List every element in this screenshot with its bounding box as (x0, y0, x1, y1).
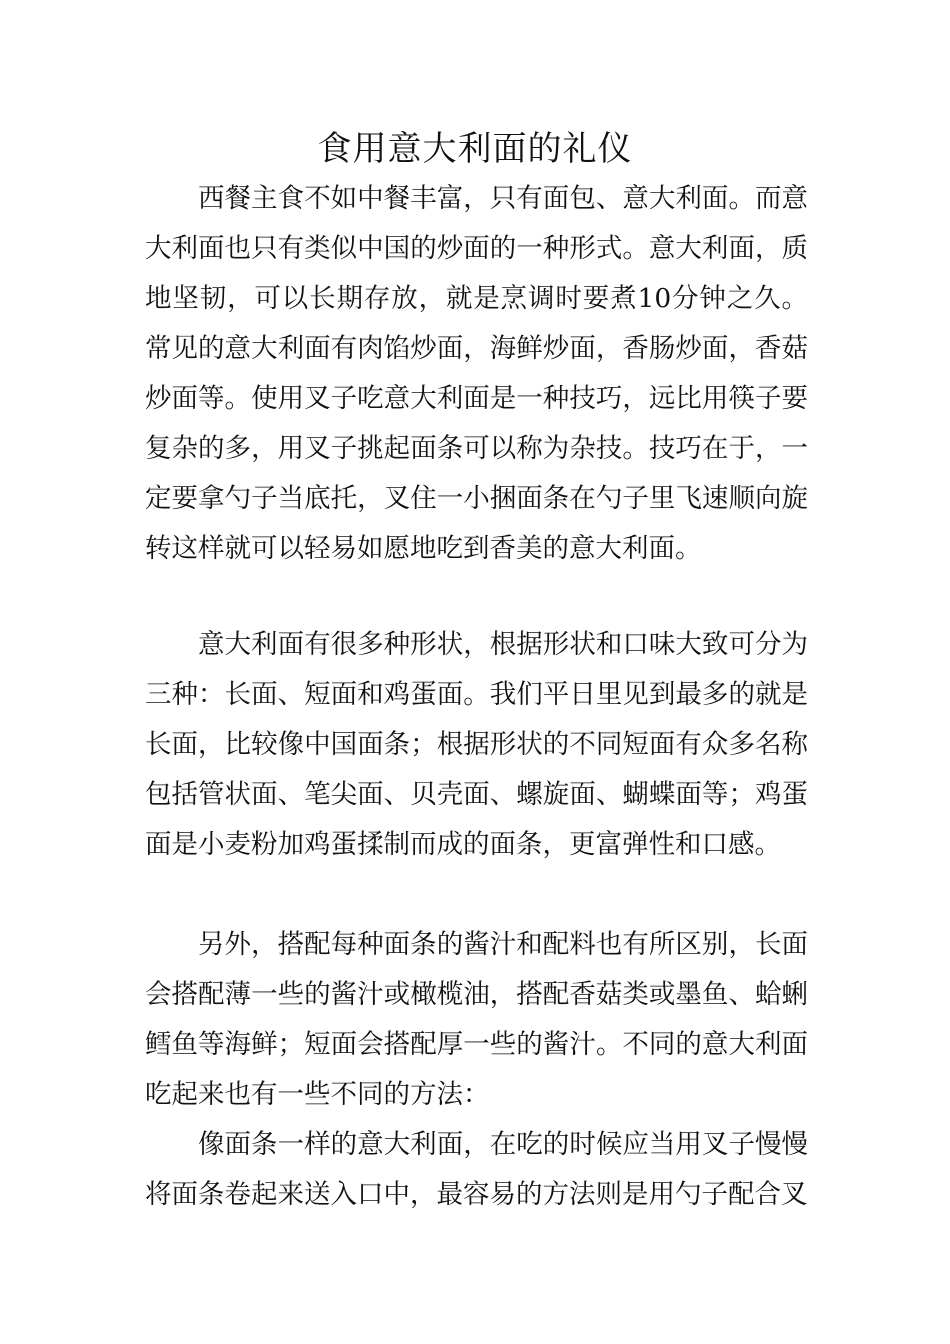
paragraph-4: 像面条一样的意大利面，在吃的时候应当用叉子慢慢将面条卷起来送入口中，最容易的方法则是用勺子配合叉 (145, 1129, 808, 1210)
document-title: 食用意大利面的礼仪 (317, 129, 633, 169)
paragraph-1: 西餐主食不如中餐丰富，只有面包、意大利面。而意大利面也只有类似中国的炒面的一种形式。意大利面，质地坚韧，可以长期存放，就是烹调时要煮10分钟之久。常见的意大利面有肉馅炒面，海鲜炒面，香肠炒面，香菇炒面等。使用叉子吃意大利面是一种技巧，远比用筷子要复杂的多，用叉子挑起面条可以称为杂技。技巧在于，一定要拿勺子当底托，叉住一小捆面条在勺子里飞速顺向旋转这样就可以轻易如愿地吃到香美的意大利面。 (145, 183, 808, 564)
paragraph-3: 另外，搭配每种面条的酱汁和配料也有所区别，长面会搭配薄一些的酱汁或橄榄油，搭配香菇类或墨鱼、蛤蜊鳕鱼等海鲜；短面会搭配厚一些的酱汁。不同的意大利面吃起来也有一些不同的方法： (145, 929, 808, 1110)
paragraph-2: 意大利面有很多种形状，根据形状和口味大致可分为三种：长面、短面和鸡蛋面。我们平日里见到最多的就是长面，比较像中国面条；根据形状的不同短面有众多名称包括管状面、笔尖面、贝壳面、螺旋面、蝴蝶面等；鸡蛋面是小麦粉加鸡蛋揉制而成的面条，更富弹性和口感。 (145, 629, 808, 860)
